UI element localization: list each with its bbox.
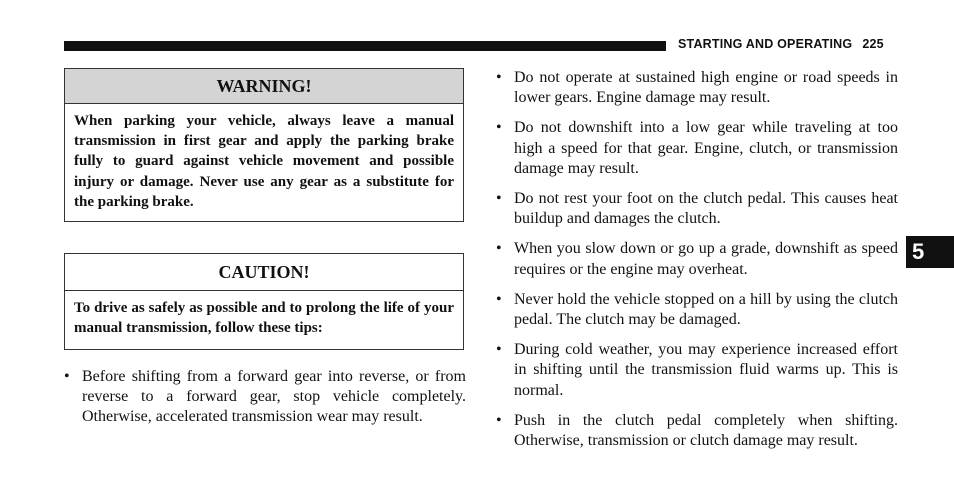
list-item: • Never hold the vehicle stopped on a hill by using the clutch pedal. The clutch may be damaged. bbox=[496, 290, 898, 329]
warning-box bbox=[64, 68, 464, 222]
bullet-icon: • bbox=[496, 290, 502, 308]
bullet-icon: • bbox=[64, 368, 70, 385]
header-rule bbox=[64, 41, 666, 51]
caution-title: CAUTION! bbox=[65, 254, 463, 291]
list-item: • Do not downshift into a low gear while traveling at too high a speed for that gear. Engine, clutch, or transmission damage may result. bbox=[496, 119, 898, 177]
list-item: • During cold weather, you may experience increased effort in shifting until the transmission fluid warms up. This is normal. bbox=[496, 341, 898, 399]
section-title: STARTING AND OPERATING bbox=[678, 37, 853, 51]
right-bullet-list bbox=[496, 68, 898, 461]
list-item: • When you slow down or go up a grade, downshift as speed requires or the engine may overheat. bbox=[496, 240, 898, 278]
list-item: • Push in the clutch pedal completely when shifting. Otherwise, transmission or clutch damage may result. bbox=[496, 411, 898, 450]
running-header bbox=[678, 37, 884, 51]
bullet-icon: • bbox=[496, 190, 502, 208]
bullet-icon: • bbox=[496, 240, 502, 258]
bullet-icon: • bbox=[496, 411, 502, 429]
list-item: • Do not operate at sustained high engine or road speeds in lower gears. Engine damage may result. bbox=[496, 69, 898, 107]
warning-title: WARNING! bbox=[65, 69, 463, 104]
caution-text: To drive as safely as possible and to prolong the life of your manual transmission, follow these tips: bbox=[74, 300, 454, 337]
left-bullet-list bbox=[64, 367, 466, 438]
page-number: 225 bbox=[862, 37, 884, 51]
caution-box bbox=[64, 253, 464, 350]
bullet-icon: • bbox=[496, 69, 502, 86]
warning-text: When parking your vehicle, always leave a manual transmission in first gear and apply the parking brake fully to guard against vehicle movement and possible injury or damage. Never use any gear as a substitute for the parking brake. bbox=[74, 113, 454, 210]
bullet-icon: • bbox=[496, 119, 502, 137]
bullet-icon: • bbox=[496, 341, 502, 359]
list-item: • Do not rest your foot on the clutch pedal. This causes heat buildup and damages the clutch. bbox=[496, 190, 898, 228]
section-tab: 5 bbox=[906, 236, 954, 268]
list-item: • Before shifting from a forward gear into reverse, or from reverse to a forward gear, stop vehicle completely. Otherwise, accelerated transmission wear may result. bbox=[64, 368, 466, 426]
